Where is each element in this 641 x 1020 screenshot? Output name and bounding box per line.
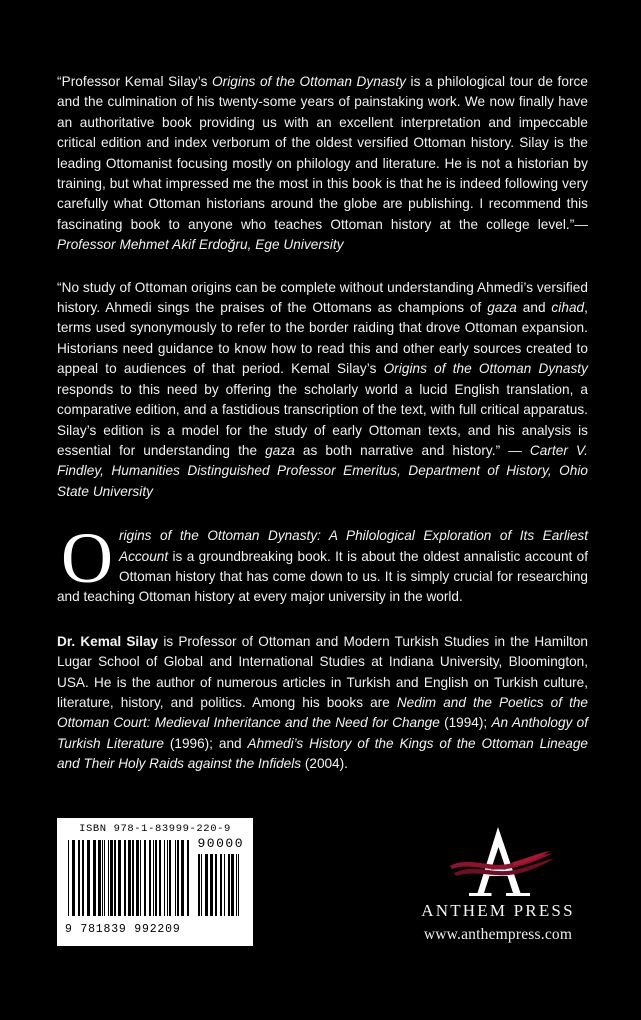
blurb-2-term-gaza: gaza bbox=[487, 300, 517, 316]
ean-digits: 9 781839 992209 bbox=[65, 923, 181, 936]
blurb-2-text-part-3: , terms used synonymously to refer to the border raiding that drove Ottoman expansion. Historians need guidance to know how to read this and other early sources created to appeal to audiences of that period. Kemal Silay’s bbox=[57, 300, 588, 377]
blurb-2-term-gaza-2: gaza bbox=[265, 442, 295, 458]
blurb-2-text-part-2: and bbox=[516, 300, 552, 316]
bio-year-1: (1994); bbox=[439, 715, 492, 731]
blurb-2-text-part-5: as both narrative and history.” bbox=[294, 442, 509, 458]
bio-text-part-1: is Professor of Ottoman and Modern Turkish Studies in the Hamilton Lugar School of Global and International Studies at Indiana University, Bloomington, USA. He is the author of numerous articles in Turkish and English on Turkish culture, literature, history, and politics. Among his books are bbox=[57, 633, 588, 710]
barcode-bars-addon bbox=[198, 854, 244, 916]
description-book-title: rigins of the Ottoman Dynasty: A Philological Exploration of Its Earliest Account bbox=[119, 528, 588, 564]
bio-book-title-3: Ahmedi’s History of the Kings of the Ottoman Lineage and Their Holy Raids against the Infidels bbox=[57, 735, 588, 772]
anthem-press-logo-icon bbox=[392, 822, 604, 900]
blurb-1-book-title: Origins of the Ottoman Dynasty bbox=[212, 74, 407, 89]
blurb-1-text-part-2: is a philological tour de force and the culmination of his twenty-some years of painstaking work. We now finally have an authoritative book providing us with an excellent interpretation and impeccable critical edition and index verborum of the oldest versified Ottoman history. Silay is the leading Ottomanist focusing mostly on philology and literature. He is not a historian by training, but what impressed me the most in this book is that he is indeed following very carefully what Ottoman historians around the globe are publishing. I recommend this fascinating book to anyone who teaches Ottoman history at the college level.” bbox=[57, 74, 588, 232]
bio-book-title-2: An Anthology of Turkish Literature bbox=[57, 715, 588, 751]
author-name: Dr. Kemal Silay bbox=[57, 633, 159, 649]
blurb-2-attribution: Carter V. Findley, Humanities Distinguished Professor Emeritus, Department of History, Ohio State University bbox=[57, 442, 588, 499]
cover-text-content bbox=[57, 72, 588, 775]
bio-year-2: (1996); and bbox=[163, 735, 248, 751]
publisher-name: ANTHEM PRESS bbox=[421, 901, 575, 920]
price-code-label: 90000 bbox=[197, 836, 244, 851]
blurb-mehmet-akif-erdogru bbox=[57, 72, 588, 256]
publisher-block bbox=[392, 822, 604, 944]
blurb-1-dash: — bbox=[574, 216, 588, 232]
isbn-barcode bbox=[57, 818, 253, 946]
blurb-2-dash: — bbox=[508, 442, 530, 458]
bio-year-3: (2004). bbox=[301, 756, 348, 772]
author-bio bbox=[57, 632, 588, 775]
isbn-label: ISBN 978-1-83999-220-9 bbox=[79, 823, 231, 835]
blurb-1-text-part-1: “Professor Kemal Silay’s bbox=[57, 74, 212, 89]
book-description bbox=[57, 518, 588, 608]
blurb-carter-v-findley bbox=[57, 278, 588, 502]
description-body-text: is a groundbreaking book. It is about the oldest annalistic account of Ottoman history that has come down to us. It is simply crucial for researching and teaching Ottoman history at every major university in the world. bbox=[57, 548, 588, 605]
barcode-bars-main bbox=[68, 840, 190, 916]
blurb-1-attribution: Professor Mehmet Akif Erdoğru, Ege University bbox=[57, 237, 344, 253]
blurb-2-text-part-1: “No study of Ottoman origins can be complete without understanding Ahmedi’s versified history. Ahmedi sings the praises of the Ottomans as champions of bbox=[57, 279, 588, 316]
bio-book-title-1: Nedim and the Poetics of the Ottoman Court: Medieval Inheritance and the Need for Change bbox=[57, 694, 588, 731]
blurb-2-term-cihad: cihad bbox=[551, 300, 585, 316]
blurb-2-text-part-4: responds to this need by offering the scholarly world a lucid English translation, a comparative edition, and a fastidious transcription of the text, with full critical apparatus. Silay’s edition is a model for the study of early Ottoman texts, and his analysis is essential for understanding the bbox=[57, 381, 588, 458]
drop-cap-letter: O bbox=[61, 518, 113, 599]
barcode-bars-area bbox=[64, 836, 246, 924]
publisher-url[interactable]: www.anthempress.com bbox=[423, 926, 573, 943]
blurb-2-book-title: Origins of the Ottoman Dynasty bbox=[383, 361, 588, 377]
